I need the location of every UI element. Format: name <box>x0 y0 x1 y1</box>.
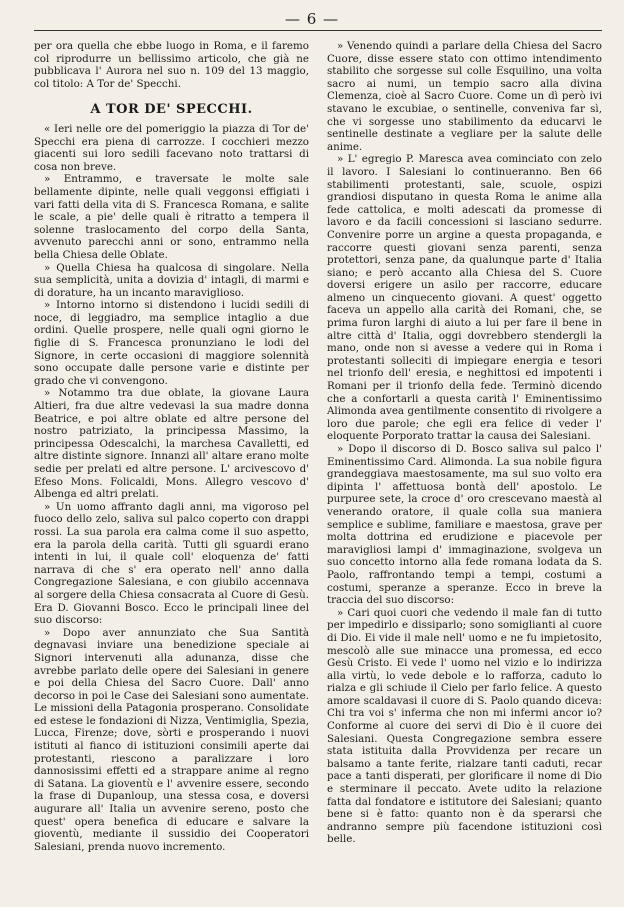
right-paragraph-2: » L' egregio P. Maresca avea cominciato con zelo il lavoro. I Salesiani lo continueranno. Ben 66 stabilimenti protestanti, sale, scuole, ospizi grandiosi disputano in questa Roma le anime alla fede cattolica, e molti adescati da promesse di lavoro e da facili concessioni si lasciano sedurre. Convenire porre un argine a questa propaganda, e raccorre questi giovani senza parenti, senza protettori, senza pane, da qualunque parte d' Italia siano; e però accanto alla Chiesa del S. Cuore doversi erigere un asilo per raccorre, educare almeno un cinquecento giovani. A quest' oggetto faceva un appello alla carità dei Romani, che, se prima furon larghi di aiuto a lui per fare il bene in altre città d' Italia, oggi dovrebbero stendergli la mano, onde non si avesse a vedere qui in Roma i protestanti solleciti di impiegare energia e tesori nel trionfo dell' eresia, e neghittosi ed impotenti i Romani per il trionfo della fede. Terminò dicendo che a confortarli a questa carità l' Eminentissimo Alimonda avea gentilmente consentito di rivolgere a loro due parole; che egli era felice di veder l' eloquente Porporato trattar la causa dei Salesiani. <box>327 153 602 443</box>
right-paragraph-1: » Venendo quindi a parlare della Chiesa del Sacro Cuore, disse essere stato con ottimo intendimento stabilito che sorgesse sul colle Esquilino, una volta sacro ai numi, un tempio sacro alla divina Clemenza, cioè al Sacro Cuore. Come un dì però ivi stavano le excubiae, o sentinelle, conveniva far sì, che vi sorgesse uno stabilimento da educarvi le sentinelle destinate a vegliare per la salute delle anime. <box>327 40 602 153</box>
left-paragraph-3: » Quella Chiesa ha qualcosa di singolare. Nella sua semplicità, unita a dovizia d' intagli, di marmi e di dorature, ha un incanto maraviglioso. <box>34 261 309 299</box>
right-column <box>327 40 602 902</box>
page-number: — 6 — <box>284 10 340 28</box>
left-paragraph-4: » Intorno intorno si distendono i lucidi sedili di noce, di leggiadro, ma semplice intaglio a due ordini. Quelle prospere, nelle quali ogni giorno le figlie di S. Francesca pronunziano le lodi del Signore, in certe occasioni di maggiore solennità sono occupate dalle persone varie e distinte per grado che vi convengono. <box>34 299 309 387</box>
header-rule <box>34 30 602 31</box>
left-paragraph-5: » Notammo tra due oblate, la giovane Laura Altieri, fra due altre vedevasi la sua madre donna Beatrice, e poi altre oblate ed altre persone del nostro patriziato, la principessa Massimo, la principessa Odescalchi, la marchesa Cavalletti, ed altre distinte signore. Innanzi all' altare erano molte sedie per prelati ed altre persone. L' arcivescovo d' Efeso Mons. Folicaldi, Mons. Allegro vescovo d' Albenga ed altri prelati. <box>34 387 309 501</box>
left-column <box>34 40 309 902</box>
left-paragraph-7: » Dopo aver annunziato che Sua Santità degnavasi inviare una benedizione speciale ai Signori intervenuti alla adunanza, disse che avrebbe parlato delle opere dei Salesiani in genere e poi della Chiesa del Sacro Cuore. Dall' anno decorso in poi le Case dei Salesiani sono aumentate. Le missioni della Patagonia prosperano. Consolidate ed estese le fondazioni di Nizza, Ventimiglia, Spezia, Lucca, Firenze; dove, sòrti e prosperando i nuovi istituti al fianco di istituzioni consimili aperte dai protestanti, riescono a paralizzare i loro dannosissimi effetti ed a strappare anime al regno di Satana. La gioventù e l' avvenire essere, secondo la frase di Dupanloup, una stessa cosa, e doversi augurare all' Italia un avvenire sereno, posto che quest' opera benefica di educare e salvare la gioventù, mediante il sussidio dei Cooperatori Salesiani, prenda nuovo incremento. <box>34 626 309 853</box>
left-paragraph-1: « Ieri nelle ore del pomeriggio la piazza di Tor de' Specchi era piena di carrozze. I cocchieri mezzo giacenti sui loro sedili facevano noto trattarsi di cosa non breve. <box>34 122 309 173</box>
right-paragraph-4: » Cari quoi cuori che vedendo il male fan di tutto per impedirlo e dissiparlo; sono somiglianti al cuore di Dio. Ei vide il male nell' uomo e ne fu impietosito, mescolò alle sue minacce una promessa, ed ecco Gesù Cristo. Ei vede l' uomo nel vizio e lo indirizza alla virtù, lo vede debole e lo rafforza, caduto lo rialza e gli schiude il Cielo per farlo felice. A questo amore scaldavasi il cuore di S. Paolo quando diceva: Chi tra voi s' inferma che non mi infermi ancor io? Conforme al cuore dei servi di Dio è il cuore dei Salesiani. Questa Congregazione sembra essere stata istituita dalla Provvidenza per recare un balsamo a tante ferite, rialzare tanti caduti, recar pace a tanti disperati, per glorificare il nome di Dio e sterminare il peccato. Avete udito la relazione fatta dal fondatore e istitutore dei Salesiani; quanto bene si è fatto: quanto non è da sperarsi che andranno sempre più facendone istituzioni così belle. <box>327 606 602 846</box>
right-paragraph-3: » Dopo il discorso di D. Bosco saliva sul palco l' Eminentissimo Card. Alimonda. La sua nobile figura grandeggiava maestosamente, ma sul suo volto era dipinta l' affettuosa bontà dell' apostolo. Le purpuree sete, la croce d' oro crescevano maestà al venerando oratore, il quale colla sua maniera semplice e sublime, familiare e maestosa, grave per molta dottrina ed erudizione e piacevole per maravigliosi lampi d' immaginazione, svolgeva un suo concetto intorno alla fede romana lodata da S. Paolo, raffrontando tempi a tempi, costumi a costumi, speranze a speranze. Ecco in breve la traccia del suo discorso: <box>327 443 602 607</box>
left-paragraph-6: » Un uomo affranto dagli anni, ma vigoroso pel fuoco dello zelo, saliva sul palco coperto con drappi rossi. La sua parola era calma come il suo aspetto, era la parola della carità. Tutti gli sguardi erano intenti in lui, il quale coll' eloquenza de' fatti narrava di che s' era operato nell' anno dalla Congregazione Salesiana, e con giubilo accennava al sorgere della Chiesa consacrata al Cuore di Gesù. Era D. Giovanni Bosco. Ecco le principali linee del suo discorso: <box>34 500 309 627</box>
intro-paragraph: per ora quella che ebbe luogo in Roma, e il faremo col riprodurre un bellissimo articolo, che già ne pubblicava l' Aurora nel suo n. 109 del 13 maggio, col titolo: A Tor de' Specchi. <box>34 40 309 90</box>
left-paragraph-2: » Entrammo, e traversate le molte sale bellamente dipinte, nelle quali veggonsi effigiati i vari fatti della vita di S. Francesca Romana, e salite le scale, a pie' delle quali è ritratto a tempera il solenne traslocamento del corpo della Santa, avvenuto parecchi anni or sono, entrammo nella bella Chiesa delle Oblate. <box>34 173 309 261</box>
article-heading: A TOR DE' SPECCHI. <box>90 102 253 118</box>
